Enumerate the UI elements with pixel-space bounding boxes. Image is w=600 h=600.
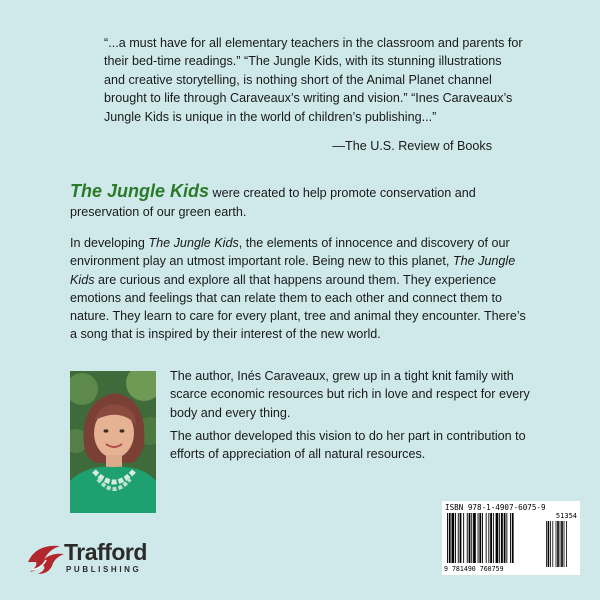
desc-mid: , the elements of innocence and discovery of our environment play an utmost important role. Being new to this planet,: [70, 236, 510, 269]
isbn-label: ISBN 978-1-4907-6075-9: [445, 503, 546, 512]
isbn-digits: 9 781490 760759: [444, 565, 504, 573]
author-bio-paragraph-1: The author, Inés Caraveaux, grew up in a tight knit family with scarce economic resources but rich in love and respect for every body and every thing.: [170, 369, 530, 420]
publisher-logo: [26, 538, 190, 578]
desc-end: are curious and explore all that happens around them. They experience emotions and feelings that can relate them to each other and connect them to nature. They learn to care for every plant, tree and animal they encounter. There’s a song that is inspired by their interest of the new world.: [70, 272, 526, 342]
description-paragraph: [70, 234, 532, 344]
publisher-logo-mark-icon: [26, 540, 66, 576]
intro-paragraph: [70, 182, 532, 222]
desc-title-2: The Jungle Kids: [70, 254, 516, 287]
desc-start: In developing: [70, 236, 149, 250]
author-bio-paragraph-2: The author developed this vision to do her part in contribution to efforts of appreciation of all natural resources.: [170, 429, 526, 462]
barcode-bars: [442, 501, 580, 575]
publisher-name: Trafford: [64, 539, 147, 565]
publisher-subtitle: PUBLISHING: [66, 565, 142, 574]
isbn-barcode: [442, 501, 580, 575]
author-photo: [70, 371, 156, 513]
review-attribution: —The U.S. Review of Books: [332, 139, 492, 153]
review-quote: “...a must have for all elementary teachers in the classroom and parents for their bed-time readings.” “The Jungle Kids, with its stunning illustrations and creative storytelling, is nothing short of the Animal Planet channel brought to life through Caraveaux’s writing and vision.” “Ines Caraveaux’s Jungle Kids is unique in the world of children’s publishing...”: [104, 36, 523, 124]
intro-book-title: The Jungle Kids: [70, 181, 210, 201]
desc-title: The Jungle Kids: [148, 236, 239, 250]
price-code: 51354: [555, 512, 577, 520]
intro-text: were created to help promote conservation and preservation of our green earth.: [70, 186, 476, 219]
